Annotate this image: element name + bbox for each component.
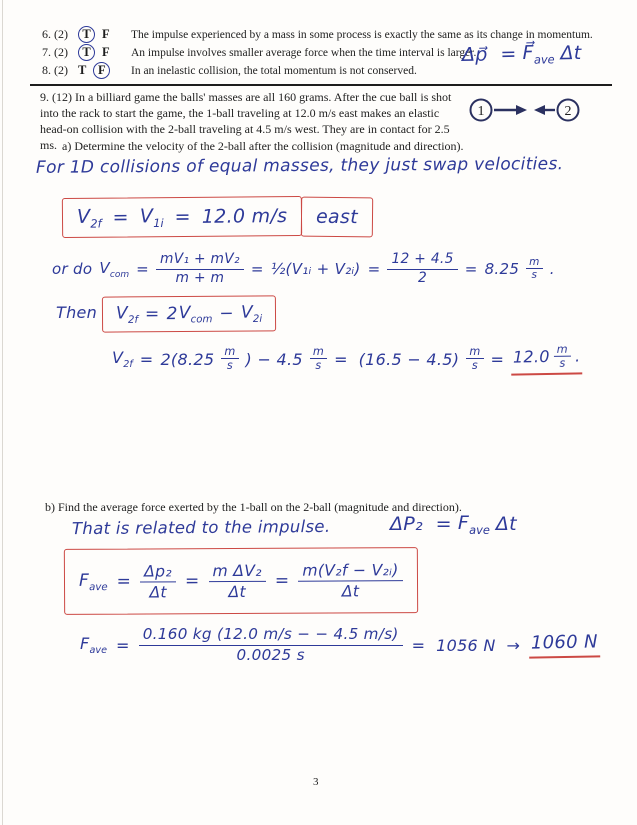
equals-sign: = [112,206,129,229]
question-8-row [42,62,417,79]
v1i-symbol: $V_{1i}$ [139,204,164,230]
half-sum-expression: ½(V₁ᵢ + V₂ᵢ) [270,260,361,278]
v2f-symbol: $V_{2f}$ [76,205,102,231]
vcom-result: 8.25 [484,260,520,278]
question-9-text: 9. (12) In a billiard game the balls' masses are all 160 grams. After the cue ball is shot into the rack to start the game, the 1-ball traveling at 12.0 m/s east makes an elastic head-on collision with the 2-ball traveling at 4.5 m/s west. They are in contact for 2.5 ms. [40,90,452,152]
equals-sign: = [116,571,132,592]
difference-term: = (16.5 − 4.5) [334,349,460,369]
f-ave-symbol: $F_{ave}$ [80,633,107,657]
equals-sign: = [139,349,154,369]
section-divider [30,84,612,86]
or-do-text: or do [52,260,93,278]
v2f-symbol: $V_{2f}$ [115,303,139,326]
right-arrow-head [516,105,527,115]
ball-2-label: 2 [564,104,572,119]
m-per-s-unit: $\frac{m}{s}$ [221,346,238,372]
equals-sign: = [144,304,160,325]
left-arrow-head [534,105,545,115]
force-numeric-fraction: $\frac{0.160 kg (12.0 m/s - - 4.5 m/s)}{0.0025 s}$ [139,626,403,663]
true-letter: T [78,63,87,77]
question-6-row [42,26,593,43]
two-vcom-term: 2 $V_{com}$ [166,302,213,326]
f-ave-symbol: $F_{ave}$ [457,512,490,537]
question-6-text: The impulse experienced by a mass in some process is exactly the same as its change in momentum. [131,28,593,41]
momentum-sum-fraction: $\frac{\text{mV₁ + mV₂}}{m + m}$ [156,252,244,286]
scan-edge-artifact [2,0,3,825]
page-number: 3 [313,776,319,788]
circled-true-answer [78,26,95,43]
true-letter: T [82,27,91,41]
vcom-symbol: $V_{com}$ [99,258,130,280]
intermediate-result: = 1056 N → [411,635,521,655]
average-fraction: $\frac{12 + 4.5}{2}$ [387,252,457,286]
question-8-text: In an inelastic collision, the total momentum is not conserved. [131,64,417,77]
minus-sign: − [219,303,235,324]
relation-box [102,295,276,332]
impulse-relation-note: That is related to the impulse. [71,516,331,539]
f-ave-symbol: $F_{ave}$ [78,570,108,593]
answer-box-direction [301,197,373,238]
ball-1-label: 1 [477,104,485,119]
equals-sign: = [184,571,200,592]
question-7-text: An impulse involves smaller average force when the time interval is larger. [131,46,477,59]
collision-diagram [468,94,582,126]
question-7-row [42,44,476,61]
underlined-final-velocity [511,343,583,375]
m-per-s-unit: $\frac{m}{s}$ [526,257,543,281]
question-6-number: 6. (2) [42,27,68,41]
equals-sign: = [490,349,505,369]
equals-sign: = [464,260,478,278]
equals-sign: = [115,635,130,655]
substitution-line [112,340,583,378]
force-calculation-line [80,620,600,670]
equals-sign: = [367,260,381,278]
dp-dt-fraction: $\frac{\text{Δp₂}}{\Delta t}$ [140,562,176,600]
underlined-final-force [529,631,600,658]
false-letter: F [98,63,106,77]
two-times-open: 2(8.25 [160,349,215,369]
delta-t: Δt [560,42,582,65]
v2i-symbol: $V_{2i}$ [240,302,263,325]
m-per-s-unit: $\frac{m}{s}$ [554,343,572,369]
question-7-number: 7. (2) [42,45,68,59]
question-8-number: 8. (2) [42,63,68,77]
m-per-s-unit: $\frac{m}{s}$ [310,346,327,372]
delta-p2-equals: ΔP₂ = [390,513,452,536]
false-letter: F [102,27,110,41]
v2f-symbol: $V_{2f}$ [112,347,133,371]
circled-true-answer [78,44,95,61]
false-letter: F [102,45,110,59]
center-of-mass-line [52,246,555,292]
final-velocity-value: 12.0 [513,346,551,367]
part-b-prompt: b) Find the average force exerted by the 1-ball on the 2-ball (magnitude and direction). [45,500,462,514]
swap-velocities-note: For 1D collisions of equal masses, they just swap velocities. [35,154,564,178]
circled-false-answer [93,62,110,79]
true-letter: T [82,45,91,59]
delta-t: Δt [495,513,517,536]
direction-value: east [315,205,359,229]
answer-box-velocity [62,196,303,238]
impulse-equation [390,512,517,537]
mdv-dt-fraction: $\frac{\text{m ΔV₂}}{\Delta t}$ [208,562,266,600]
expanded-dv-fraction: $\frac{\text{m(V₂f − V₂ᵢ)}}{\Delta t}$ [298,561,402,600]
period: . [549,260,555,278]
handwritten-impulse-formula [462,41,582,68]
m-per-s-unit: $\frac{m}{s}$ [466,346,483,372]
minus-4-5: ) − 4.5 [245,349,303,369]
velocity-value: 12.0 m/s [201,205,288,228]
then-text: Then [56,303,98,322]
equals-sign: = [136,260,149,278]
force-relation-box [64,547,418,615]
final-force-value: 1060 N [530,631,599,654]
period: . [575,346,581,366]
f-ave-vector-symbol: $F⃗_{ave}$ [522,41,555,67]
delta-p-equals: Δp⃗ = [461,43,517,67]
part-a-prompt: a) Determine the velocity of the 2-ball after the collision (magnitude and direction). [62,139,464,153]
equals-sign: = [250,260,264,278]
equals-sign: = [274,570,290,591]
equals-sign: = [174,205,191,229]
